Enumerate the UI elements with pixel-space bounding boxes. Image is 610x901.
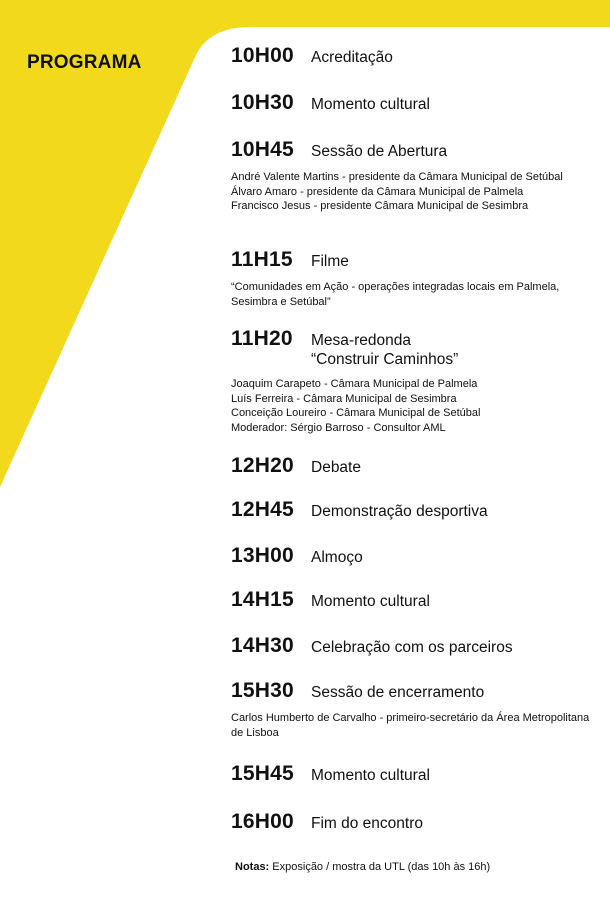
page-title: PROGRAMA: [27, 52, 142, 73]
schedule-title-line: Momento cultural: [311, 593, 430, 610]
schedule-item-header: [231, 327, 601, 369]
schedule-item-header: [231, 44, 601, 68]
schedule-time: 14H15: [231, 588, 294, 611]
schedule-item-header: [231, 588, 601, 612]
schedule-details: [231, 377, 601, 435]
schedule-item: [231, 810, 601, 834]
schedule-item-header: [231, 498, 601, 522]
schedule-item-header: [231, 762, 601, 786]
schedule-title-line: Sessão de Abertura: [311, 143, 448, 160]
schedule-title-line: Debate: [311, 459, 361, 476]
schedule-detail-line: Carlos Humberto de Carvalho - primeiro-secretário da Área Metropolitana de Lisboa: [231, 712, 590, 739]
schedule-title: [311, 502, 488, 521]
schedule-title: [311, 252, 349, 271]
schedule-time: 15H45: [231, 762, 294, 785]
schedule-detail-line: Francisco Jesus - presidente Câmara Municipal de Sesimbra: [231, 200, 529, 212]
schedule-time: 11H20: [231, 327, 293, 350]
schedule-item: [231, 544, 601, 568]
schedule-title-line: Momento cultural: [311, 767, 430, 784]
schedule-time: 14H30: [231, 634, 294, 657]
schedule-item-header: [231, 634, 601, 658]
schedule-title: [311, 766, 430, 785]
schedule-item-header: [231, 544, 601, 568]
schedule-title: [311, 683, 484, 702]
schedule-time: 15H30: [231, 679, 294, 702]
schedule-time: 12H45: [231, 498, 294, 521]
schedule-detail-line: Luís Ferreira - Câmara Municipal de Sesimbra: [231, 392, 457, 405]
schedule-item: [231, 138, 601, 214]
schedule-detail-line: Conceição Loureiro - Câmara Municipal de Setúbal: [231, 407, 481, 419]
schedule-item: [231, 498, 601, 522]
notes: [235, 861, 490, 873]
schedule-title-line: Mesa-redonda: [311, 332, 411, 349]
schedule-item-header: [231, 810, 601, 834]
schedule-time: 13H00: [231, 544, 294, 567]
schedule-title: [311, 95, 430, 114]
schedule-title: [311, 592, 430, 611]
schedule-title-line: Fim do encontro: [311, 815, 423, 832]
schedule-time: 10H45: [231, 138, 294, 161]
schedule-title-line: Celebração com os parceiros: [311, 639, 513, 656]
schedule-item: [231, 634, 601, 658]
notes-text: Exposição / mostra da UTL (das 10h às 16h): [272, 861, 491, 873]
schedule-title-line: “Construir Caminhos”: [311, 351, 459, 368]
schedule-time: 12H20: [231, 454, 294, 477]
schedule-title-line: Almoço: [311, 549, 363, 566]
schedule-time: 10H00: [231, 44, 294, 67]
schedule-details: [231, 280, 601, 309]
schedule-item-header: [231, 248, 601, 272]
schedule-item: [231, 454, 601, 478]
schedule-item-header: [231, 679, 601, 703]
schedule-detail-line: Joaquim Carapeto - Câmara Municipal de Palmela: [231, 378, 478, 390]
schedule-item-header: [231, 138, 601, 162]
schedule-title-line: Sessão de encerramento: [311, 684, 485, 701]
schedule-time: 11H15: [231, 248, 293, 271]
schedule-item: [231, 327, 601, 435]
schedule-time: 16H00: [231, 810, 294, 833]
schedule-title-line: Momento cultural: [311, 96, 430, 113]
schedule-details: [231, 711, 601, 740]
schedule-title: [311, 814, 423, 833]
schedule-detail-line: “Comunidades em Ação - operações integradas locais em Palmela, Sesimbra e Setúbal”: [231, 281, 560, 308]
schedule-title: [311, 48, 393, 67]
schedule-title: [311, 458, 361, 477]
schedule-title: [311, 142, 447, 161]
schedule-title-line: Filme: [311, 253, 349, 270]
schedule-details: [231, 170, 601, 214]
schedule-time: 10H30: [231, 91, 294, 114]
schedule-item-header: [231, 454, 601, 478]
schedule-title-line: Acreditação: [311, 49, 393, 66]
schedule-item: [231, 762, 601, 786]
schedule-item: [231, 248, 601, 309]
schedule-detail-line: André Valente Martins - presidente da Câmara Municipal de Setúbal: [231, 171, 563, 183]
schedule-title-line: Demonstração desportiva: [311, 503, 488, 520]
schedule-item: [231, 588, 601, 612]
schedule-title: [311, 331, 458, 369]
schedule-detail-line: Álvaro Amaro - presidente da Câmara Municipal de Palmela: [231, 185, 524, 198]
notes-label: Notas:: [235, 861, 270, 873]
schedule-title: [311, 548, 363, 567]
schedule-item-header: [231, 91, 601, 115]
schedule-item: [231, 44, 601, 68]
schedule-title: [311, 638, 513, 657]
schedule-item: [231, 679, 601, 740]
schedule-detail-line: Moderador: Sérgio Barroso - Consultor AML: [231, 421, 446, 434]
schedule-item: [231, 91, 601, 115]
